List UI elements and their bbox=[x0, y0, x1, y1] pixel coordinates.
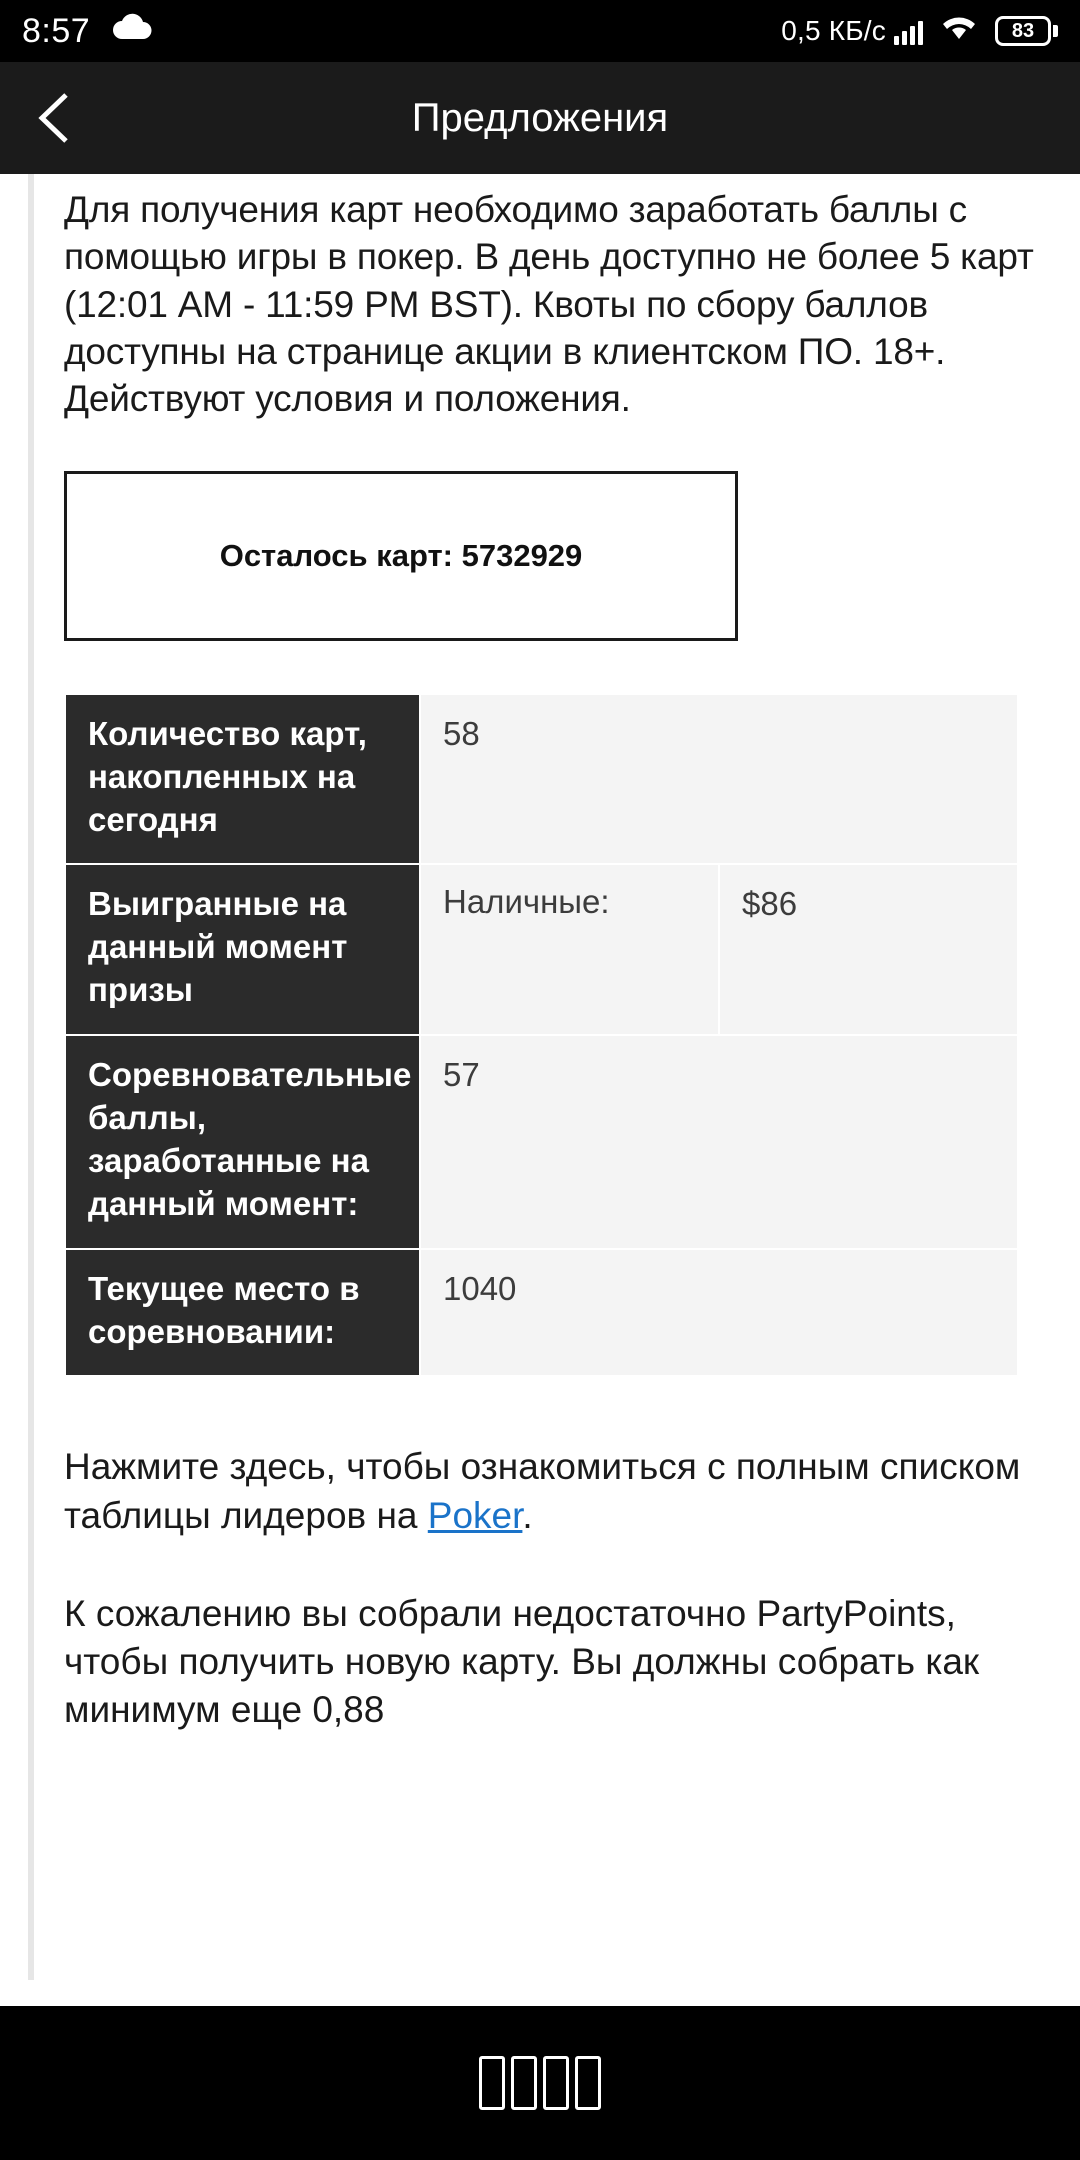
leaderboard-text-after: . bbox=[522, 1494, 533, 1536]
back-button[interactable] bbox=[0, 62, 112, 174]
network-speed: 0,5 КБ/с bbox=[781, 15, 886, 46]
content-bottom-cut bbox=[0, 1980, 1080, 2006]
status-clock: 8:57 bbox=[22, 11, 91, 50]
leaderboard-text-before: Нажмите здесь, чтобы ознакомиться с полным списком таблицы лидеров на bbox=[64, 1446, 1021, 1536]
stat-header-points: Соревновательные баллы, заработанные на данный момент: bbox=[65, 1035, 420, 1249]
signal-bars-icon bbox=[894, 17, 923, 45]
intro-paragraph: Для получения карт необходимо заработать баллы с помощью игры в покер. В день доступно не более 5 карт (12:01 AM - 11:59 PM BST). Квоты по сбору баллов доступны на странице акции в клиентском ПО. 18+. Действуют условия и положения. bbox=[64, 189, 1034, 420]
nav-glyph-2[interactable] bbox=[511, 2056, 537, 2110]
table-row bbox=[65, 1249, 1018, 1377]
stat-value-points: 57 bbox=[420, 1035, 1018, 1249]
page-title: Предложения bbox=[411, 95, 669, 140]
cloud-icon bbox=[110, 12, 154, 50]
nav-glyph-3[interactable] bbox=[543, 2056, 569, 2110]
stat-value-cards-today: 58 bbox=[420, 694, 1018, 865]
system-nav-bar bbox=[0, 2006, 1080, 2160]
stat-sublabel-cash: Наличные: bbox=[420, 864, 719, 1035]
page-content[interactable] bbox=[0, 174, 1080, 2006]
status-bar bbox=[0, 0, 1080, 62]
stats-table bbox=[64, 693, 1019, 1378]
scroll-edge bbox=[28, 174, 34, 2006]
battery-indicator bbox=[995, 16, 1058, 46]
stat-header-rank: Текущее место в соревновании: bbox=[65, 1249, 420, 1377]
stat-header-cards-today: Количество карт, накопленных на сегодня bbox=[65, 694, 420, 865]
app-bar bbox=[0, 62, 1080, 174]
poker-link[interactable]: Poker bbox=[427, 1494, 523, 1536]
leaderboard-paragraph bbox=[64, 1443, 1034, 1539]
stat-value-prizes: $86 bbox=[719, 864, 1018, 1035]
stat-value-rank: 1040 bbox=[420, 1249, 1018, 1377]
nav-glyph-4[interactable] bbox=[575, 2056, 601, 2110]
battery-level: 83 bbox=[1011, 19, 1035, 42]
cards-left-label: Осталось карт: 5732929 bbox=[219, 537, 583, 573]
nav-glyph-1[interactable] bbox=[479, 2056, 505, 2110]
table-row bbox=[65, 1035, 1018, 1249]
back-chevron-icon bbox=[34, 89, 78, 147]
table-row bbox=[65, 864, 1018, 1035]
cards-left-box bbox=[64, 471, 738, 641]
wifi-icon bbox=[939, 12, 979, 50]
stat-header-prizes: Выигранные на данный момент призы bbox=[65, 864, 420, 1035]
insufficient-points-notice: К сожалению вы собрали недостаточно PartyPoints, чтобы получить новую карту. Вы должны собрать как минимум еще 0,88 bbox=[64, 1592, 980, 1730]
table-row bbox=[65, 694, 1018, 865]
